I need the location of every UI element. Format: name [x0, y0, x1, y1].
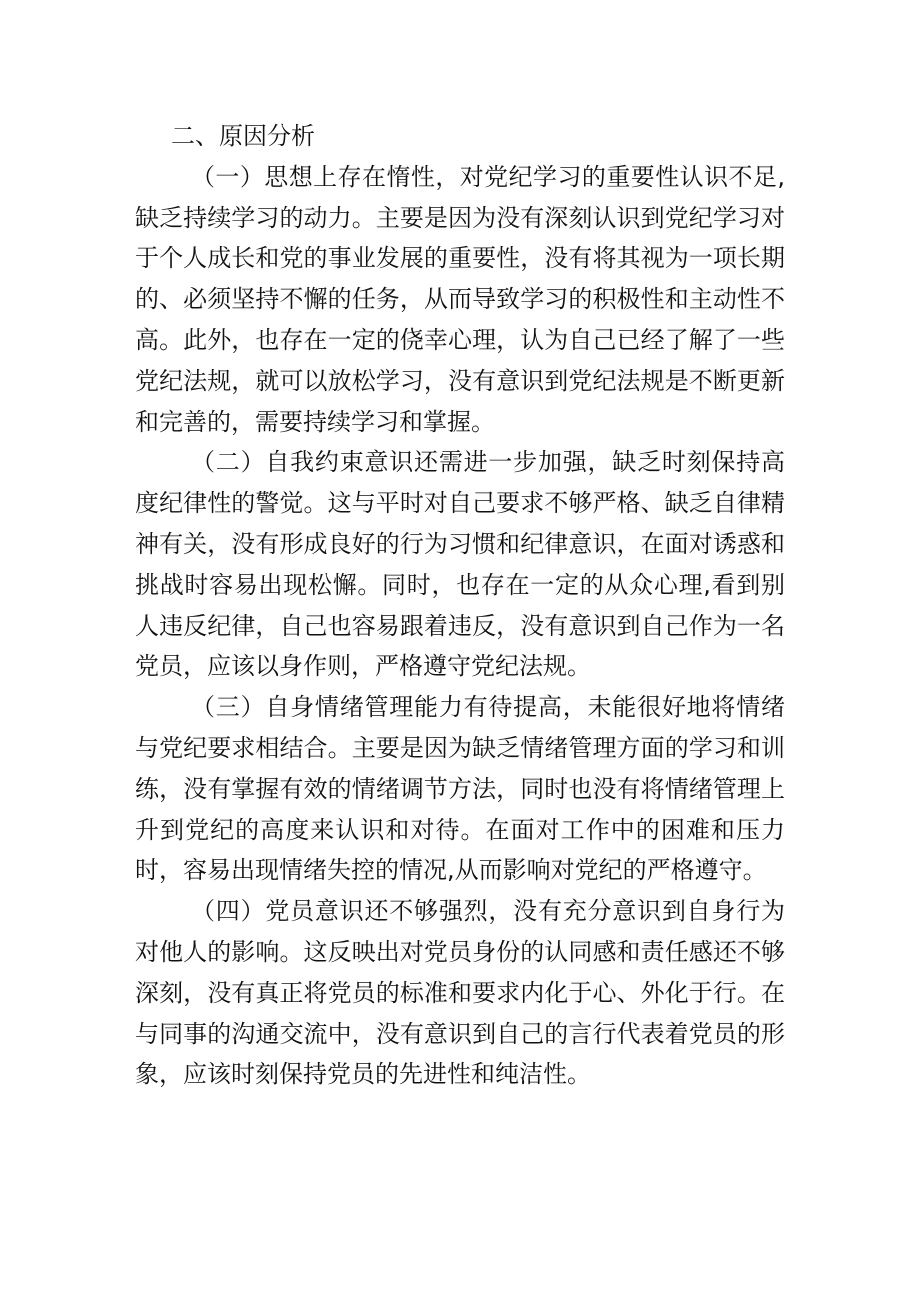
section-heading: 二、原因分析	[171, 122, 315, 150]
paragraph-3: （三）自身情绪管理能力有待提高，未能很好地将情绪与党纪要求相结合。主要是因为缺乏情绪管理方面的学习和训练，没有掌握有效的情绪调节方法，同时也没有将情绪管理上升到党纪的高度来认识和对待。在面对工作中的困难和压力时，容易出现情绪失控的情况,从而影响对党纪的严格遵守。	[135, 693, 785, 885]
paragraph-1: （一）思想上存在惰性，对党纪学习的重要性认识不足,缺乏持续学习的动力。主要是因为没有深刻认识到党纪学习对于个人成长和党的事业发展的重要性，没有将其视为一项长期的、必须坚持不懈的任务，从而导致学习的积极性和主动性不高。此外，也存在一定的侥幸心理，认为自己已经了解了一些党纪法规，就可以放松学习，没有意识到党纪法规是不断更新和完善的，需要持续学习和掌握。	[135, 162, 785, 436]
paragraph-4: （四）党员意识还不够强烈，没有充分意识到自身行为对他人的影响。这反映出对党员身份的认同感和责任感还不够深刻，没有真正将党员的标准和要求内化于心、外化于行。在与同事的沟通交流中，没有意识到自己的言行代表着党员的形象，应该时刻保持党员的先进性和纯洁性。	[135, 897, 785, 1089]
document-body	[135, 116, 785, 1095]
paragraph-2: （二）自我约束意识还需进一步加强，缺乏时刻保持高度纪律性的警觉。这与平时对自己要求不够严格、缺乏自律精神有关，没有形成良好的行为习惯和纪律意识，在面对诱惑和挑战时容易出现松懈。同时，也存在一定的从众心理,看到别人违反纪律，自己也容易跟着违反，没有意识到自己作为一名党员，应该以身作则，严格遵守党纪法规。	[135, 448, 785, 681]
